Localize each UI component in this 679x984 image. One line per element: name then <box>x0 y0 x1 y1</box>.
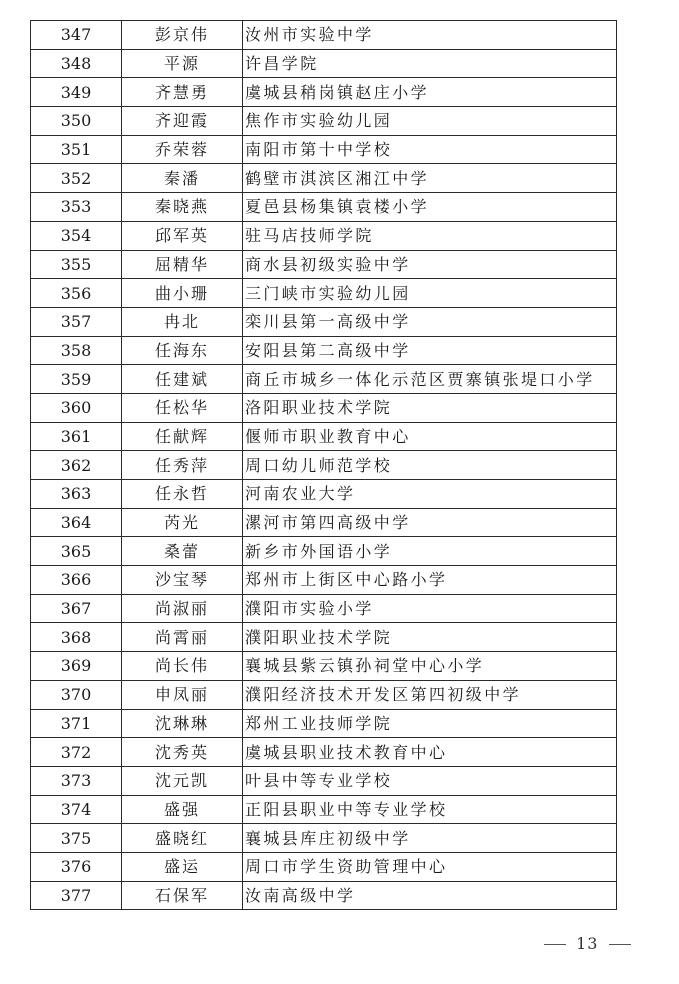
organization-cell: 洛阳职业技术学院 <box>243 393 617 422</box>
organization-cell: 商水县初级实验中学 <box>243 250 617 279</box>
row-number-cell: 365 <box>31 537 122 566</box>
organization-cell: 鹤壁市淇滨区湘江中学 <box>243 164 617 193</box>
person-name-cell: 尚长伟 <box>122 652 243 681</box>
row-number-cell: 366 <box>31 566 122 595</box>
person-name-cell: 乔荣蓉 <box>122 135 243 164</box>
organization-cell: 三门峡市实验幼儿园 <box>243 279 617 308</box>
table-row <box>31 78 617 107</box>
organization-cell: 漯河市第四高级中学 <box>243 508 617 537</box>
table-row <box>31 508 617 537</box>
row-number-cell: 376 <box>31 852 122 881</box>
row-number-cell: 364 <box>31 508 122 537</box>
person-name-cell: 桑蕾 <box>122 537 243 566</box>
organization-cell: 虞城县稍岗镇赵庄小学 <box>243 78 617 107</box>
row-number-cell: 377 <box>31 881 122 910</box>
organization-cell: 濮阳经济技术开发区第四初级中学 <box>243 680 617 709</box>
row-number-cell: 358 <box>31 336 122 365</box>
person-name-cell: 盛运 <box>122 852 243 881</box>
table-row <box>31 766 617 795</box>
person-name-cell: 任建斌 <box>122 365 243 394</box>
row-number-cell: 362 <box>31 451 122 480</box>
person-name-cell: 沈秀英 <box>122 738 243 767</box>
organization-cell: 驻马店技师学院 <box>243 221 617 250</box>
row-number-cell: 353 <box>31 193 122 222</box>
person-name-cell: 邱军英 <box>122 221 243 250</box>
organization-cell: 夏邑县杨集镇袁楼小学 <box>243 193 617 222</box>
row-number-cell: 372 <box>31 738 122 767</box>
organization-cell: 正阳县职业中等专业学校 <box>243 795 617 824</box>
organization-cell: 偃师市职业教育中心 <box>243 422 617 451</box>
table-row <box>31 336 617 365</box>
organization-cell: 濮阳职业技术学院 <box>243 623 617 652</box>
table-row <box>31 193 617 222</box>
organization-cell: 叶县中等专业学校 <box>243 766 617 795</box>
person-name-cell: 彭京伟 <box>122 21 243 50</box>
page-number: 13 <box>576 934 599 953</box>
person-name-cell: 秦晓燕 <box>122 193 243 222</box>
page-footer <box>540 934 635 953</box>
organization-cell: 汝州市实验中学 <box>243 21 617 50</box>
table-row <box>31 709 617 738</box>
roster-table <box>30 20 617 910</box>
table-row <box>31 279 617 308</box>
row-number-cell: 374 <box>31 795 122 824</box>
person-name-cell: 芮光 <box>122 508 243 537</box>
table-row <box>31 135 617 164</box>
person-name-cell: 任永哲 <box>122 480 243 509</box>
table-row <box>31 365 617 394</box>
person-name-cell: 齐慧勇 <box>122 78 243 107</box>
table-row <box>31 881 617 910</box>
row-number-cell: 355 <box>31 250 122 279</box>
organization-cell: 郑州市上街区中心路小学 <box>243 566 617 595</box>
organization-cell: 襄城县紫云镇孙祠堂中心小学 <box>243 652 617 681</box>
row-number-cell: 363 <box>31 480 122 509</box>
row-number-cell: 371 <box>31 709 122 738</box>
table-row <box>31 393 617 422</box>
table-row <box>31 594 617 623</box>
table-row <box>31 451 617 480</box>
person-name-cell: 冉北 <box>122 307 243 336</box>
person-name-cell: 申凤丽 <box>122 680 243 709</box>
table-row <box>31 480 617 509</box>
organization-cell: 周口幼儿师范学校 <box>243 451 617 480</box>
organization-cell: 濮阳市实验小学 <box>243 594 617 623</box>
table-row <box>31 852 617 881</box>
person-name-cell: 任秀萍 <box>122 451 243 480</box>
footer-dash-left <box>544 944 566 945</box>
person-name-cell: 曲小珊 <box>122 279 243 308</box>
person-name-cell: 尚淑丽 <box>122 594 243 623</box>
row-number-cell: 349 <box>31 78 122 107</box>
table-row <box>31 537 617 566</box>
person-name-cell: 盛晓红 <box>122 824 243 853</box>
roster-table-body <box>31 21 617 910</box>
table-row <box>31 49 617 78</box>
person-name-cell: 任献辉 <box>122 422 243 451</box>
row-number-cell: 354 <box>31 221 122 250</box>
table-row <box>31 623 617 652</box>
person-name-cell: 任松华 <box>122 393 243 422</box>
person-name-cell: 石保军 <box>122 881 243 910</box>
person-name-cell: 尚霄丽 <box>122 623 243 652</box>
organization-cell: 商丘市城乡一体化示范区贾寨镇张堤口小学 <box>243 365 617 394</box>
row-number-cell: 373 <box>31 766 122 795</box>
row-number-cell: 348 <box>31 49 122 78</box>
row-number-cell: 347 <box>31 21 122 50</box>
person-name-cell: 齐迎霞 <box>122 107 243 136</box>
organization-cell: 焦作市实验幼儿园 <box>243 107 617 136</box>
footer-dash-right <box>609 944 631 945</box>
row-number-cell: 370 <box>31 680 122 709</box>
row-number-cell: 357 <box>31 307 122 336</box>
person-name-cell: 沈元凯 <box>122 766 243 795</box>
person-name-cell: 秦潘 <box>122 164 243 193</box>
table-row <box>31 422 617 451</box>
table-row <box>31 307 617 336</box>
table-row <box>31 566 617 595</box>
table-row <box>31 795 617 824</box>
organization-cell: 安阳县第二高级中学 <box>243 336 617 365</box>
organization-cell: 河南农业大学 <box>243 480 617 509</box>
row-number-cell: 351 <box>31 135 122 164</box>
row-number-cell: 350 <box>31 107 122 136</box>
person-name-cell: 屈精华 <box>122 250 243 279</box>
person-name-cell: 沙宝琴 <box>122 566 243 595</box>
table-row <box>31 221 617 250</box>
table-row <box>31 250 617 279</box>
person-name-cell: 任海东 <box>122 336 243 365</box>
person-name-cell: 沈琳琳 <box>122 709 243 738</box>
row-number-cell: 367 <box>31 594 122 623</box>
organization-cell: 南阳市第十中学校 <box>243 135 617 164</box>
row-number-cell: 369 <box>31 652 122 681</box>
organization-cell: 周口市学生资助管理中心 <box>243 852 617 881</box>
table-row <box>31 21 617 50</box>
table-row <box>31 738 617 767</box>
table-row <box>31 107 617 136</box>
roster-sheet <box>30 20 617 910</box>
organization-cell: 汝南高级中学 <box>243 881 617 910</box>
row-number-cell: 352 <box>31 164 122 193</box>
organization-cell: 郑州工业技师学院 <box>243 709 617 738</box>
person-name-cell: 平源 <box>122 49 243 78</box>
person-name-cell: 盛强 <box>122 795 243 824</box>
row-number-cell: 368 <box>31 623 122 652</box>
organization-cell: 襄城县库庄初级中学 <box>243 824 617 853</box>
row-number-cell: 359 <box>31 365 122 394</box>
table-row <box>31 680 617 709</box>
organization-cell: 许昌学院 <box>243 49 617 78</box>
table-row <box>31 652 617 681</box>
row-number-cell: 356 <box>31 279 122 308</box>
row-number-cell: 375 <box>31 824 122 853</box>
row-number-cell: 361 <box>31 422 122 451</box>
row-number-cell: 360 <box>31 393 122 422</box>
organization-cell: 栾川县第一高级中学 <box>243 307 617 336</box>
organization-cell: 新乡市外国语小学 <box>243 537 617 566</box>
organization-cell: 虞城县职业技术教育中心 <box>243 738 617 767</box>
table-row <box>31 824 617 853</box>
table-row <box>31 164 617 193</box>
